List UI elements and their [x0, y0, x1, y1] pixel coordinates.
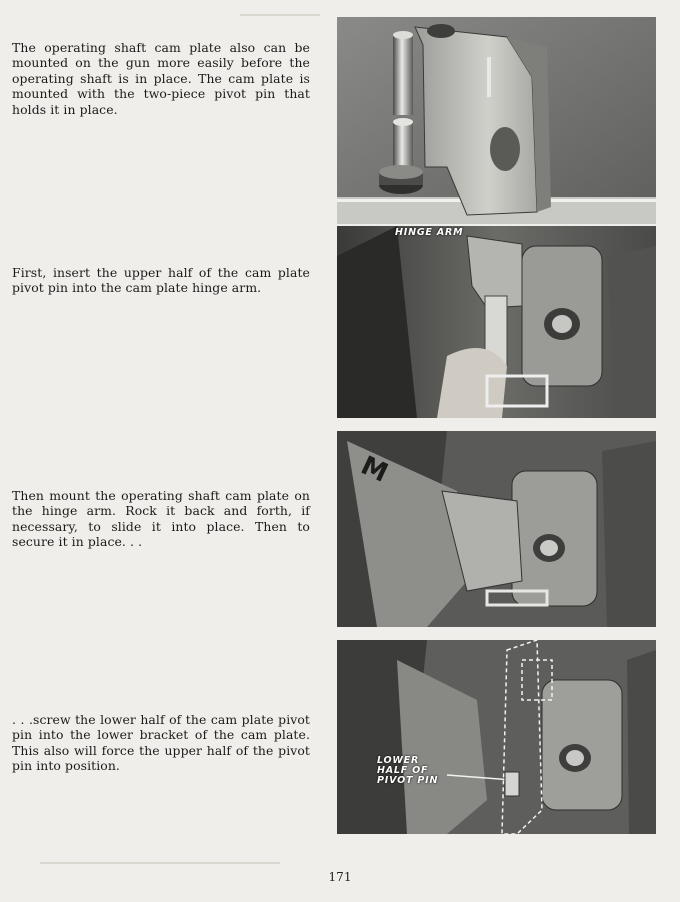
photo-lower-half-pivot-pin	[337, 640, 656, 834]
callout-line-2: HALF OF	[377, 765, 429, 776]
bleed-through-mark	[240, 14, 320, 16]
photo-mount-cam-plate	[337, 431, 656, 627]
photo-cam-plate-and-pivot-pin	[337, 17, 656, 224]
callout-lower-half-pivot-pin	[377, 756, 447, 786]
photo-insert-upper-pin-hinge-arm	[337, 226, 656, 418]
paragraph-mount-cam-plate: Then mount the operating shaft cam plate on the hinge arm. Rock it back and forth, if necessary, to slide it into place. Then to secure it in place. . .	[12, 488, 310, 550]
callout-hinge-arm: HINGE ARM	[395, 227, 464, 238]
page-number: 171	[328, 870, 352, 884]
paragraph-insert-upper-pin: First, insert the upper half of the cam plate pivot pin into the cam plate hinge arm.	[12, 265, 310, 296]
bleed-through-mark	[40, 862, 280, 864]
callout-line-1: LOWER	[377, 755, 420, 766]
svg-text:M: M	[356, 450, 393, 489]
callout-line-3: PIVOT PIN	[377, 775, 439, 786]
paragraph-screw-lower-pin: . . .screw the lower half of the cam plate pivot pin into the lower bracket of the cam plate. This also will force the upper half of the pivot pin into position.	[12, 712, 310, 774]
paragraph-cam-plate-intro: The operating shaft cam plate also can be mounted on the gun more easily before the operating shaft is in place. The cam plate is mounted with the two-piece pivot pin that holds it in place.	[12, 40, 310, 117]
